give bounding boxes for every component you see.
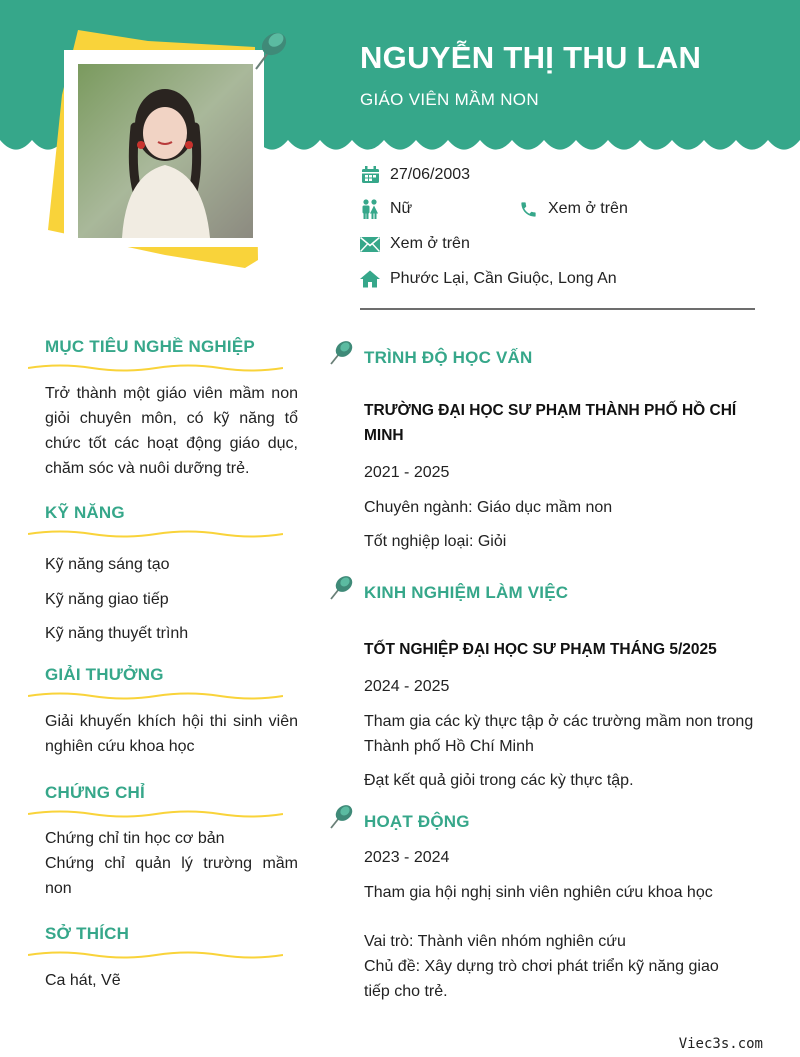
education-major: Chuyên ngành: Giáo dục mầm non bbox=[364, 499, 613, 516]
hobbies-text: Ca hát, Vẽ bbox=[45, 972, 121, 989]
phone-icon bbox=[518, 199, 538, 219]
certificates-heading: CHỨNG CHỈ bbox=[45, 783, 145, 802]
phone-value: Xem ở trên bbox=[548, 200, 628, 217]
pushpin-icon bbox=[248, 25, 292, 73]
skills-underline bbox=[28, 529, 283, 539]
activities-heading: HOẠT ĐỘNG bbox=[364, 812, 470, 831]
address-value: Phước Lại, Cần Giuộc, Long An bbox=[390, 270, 617, 287]
hobbies-underline bbox=[28, 950, 283, 960]
skill-item: Kỹ năng thuyết trình bbox=[45, 625, 189, 642]
phone-row bbox=[518, 199, 628, 219]
gender-row bbox=[360, 199, 412, 219]
education-years: 2021 - 2025 bbox=[364, 464, 450, 481]
skill-item: Kỹ năng giao tiếp bbox=[45, 591, 169, 608]
mail-icon bbox=[360, 234, 380, 254]
job-title: GIÁO VIÊN MẦM NON bbox=[360, 90, 539, 109]
objective-heading: MỤC TIÊU NGHỀ NGHIỆP bbox=[45, 337, 255, 356]
experience-description: Tham gia các kỳ thực tập ở các trường mầm non trong Thành phố Hồ Chí Minh bbox=[364, 713, 754, 755]
objective-underline bbox=[28, 363, 283, 373]
home-icon bbox=[360, 269, 380, 289]
experience-years: 2024 - 2025 bbox=[364, 678, 450, 695]
watermark: Viec3s.com bbox=[678, 1036, 763, 1052]
skill-item: Kỹ năng sáng tạo bbox=[45, 556, 170, 573]
calendar-icon bbox=[360, 165, 380, 185]
hobbies-heading: SỞ THÍCH bbox=[45, 924, 130, 943]
experience-title: TỐT NGHIỆP ĐẠI HỌC SƯ PHẠM THÁNG 5/2025 bbox=[364, 641, 717, 658]
pushpin-icon bbox=[328, 573, 356, 601]
education-school: TRƯỜNG ĐẠI HỌC SƯ PHẠM THÀNH PHỐ HỒ CHÍ MINH bbox=[364, 402, 737, 444]
contact-divider bbox=[360, 308, 755, 310]
awards-heading: GIẢI THƯỞNG bbox=[45, 665, 164, 684]
email-value: Xem ở trên bbox=[390, 235, 470, 252]
activities-line: Vai trò: Thành viên nhóm nghiên cứu bbox=[364, 933, 626, 950]
certificate-item: Chứng chỉ quản lý trường mầm non bbox=[45, 855, 298, 897]
education-grade: Tốt nghiệp loại: Giỏi bbox=[364, 533, 507, 550]
experience-heading: KINH NGHIỆM LÀM VIỆC bbox=[364, 583, 569, 602]
activities-years: 2023 - 2024 bbox=[364, 849, 450, 866]
birthday-value: 27/06/2003 bbox=[390, 166, 471, 183]
certificates-underline bbox=[28, 809, 283, 819]
gender-icon bbox=[360, 199, 380, 219]
birthday-row bbox=[360, 165, 470, 185]
address-row bbox=[360, 269, 617, 289]
education-heading: TRÌNH ĐỘ HỌC VẤN bbox=[364, 348, 533, 367]
activities-line: Tham gia hội nghị sinh viên nghiên cứu khoa học bbox=[364, 884, 713, 901]
certificate-item: Chứng chỉ tin học cơ bản bbox=[45, 830, 225, 847]
skills-heading: KỸ NĂNG bbox=[45, 503, 125, 522]
awards-underline bbox=[28, 691, 283, 701]
pushpin-icon bbox=[328, 802, 356, 830]
pushpin-icon bbox=[328, 338, 356, 366]
email-row bbox=[360, 234, 470, 254]
awards-text: Giải khuyến khích hội thi sinh viên nghiên cứu khoa học bbox=[45, 713, 298, 755]
activities-line: Chủ đề: Xây dựng trò chơi phát triển kỹ năng giao tiếp cho trẻ. bbox=[364, 958, 719, 1000]
profile-photo-frame bbox=[40, 25, 300, 280]
candidate-name: NGUYỄN THỊ THU LAN bbox=[360, 40, 702, 75]
experience-result: Đạt kết quả giỏi trong các kỳ thực tập. bbox=[364, 772, 634, 789]
gender-value: Nữ bbox=[390, 200, 413, 217]
objective-text: Trở thành một giáo viên mầm non giỏi chuyên môn, có kỹ năng tổ chức tốt các hoạt động giáo dục, chăm sóc và nuôi dưỡng trẻ. bbox=[45, 385, 298, 477]
